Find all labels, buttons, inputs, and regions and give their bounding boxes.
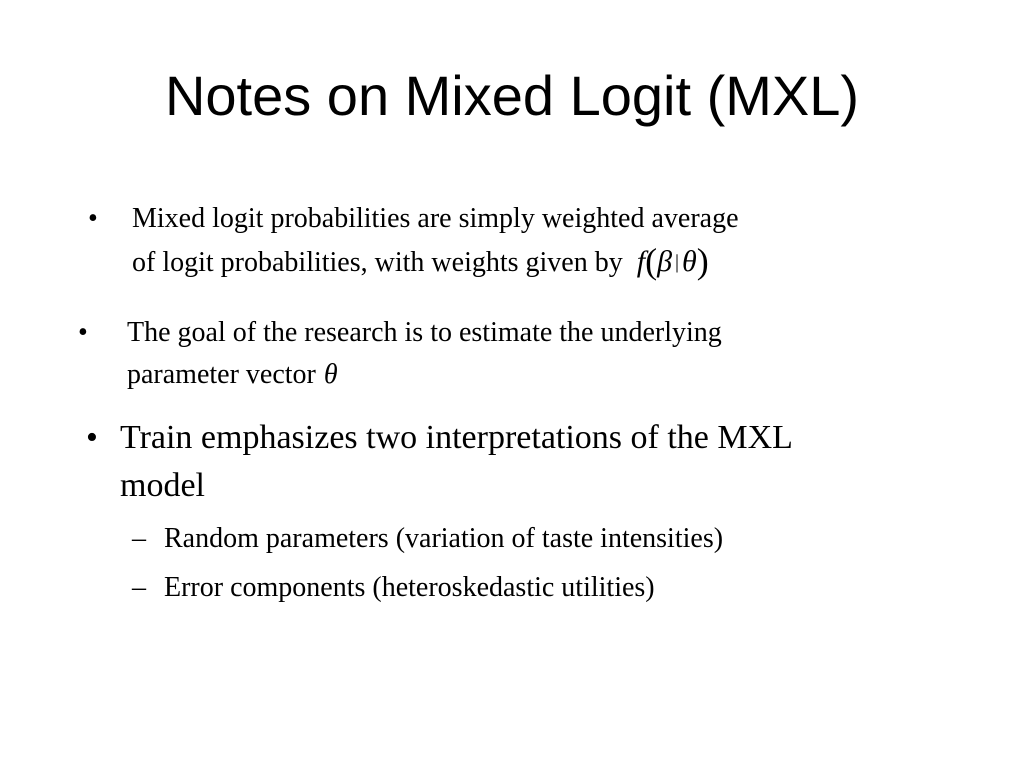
bullet-marker: •	[78, 317, 88, 348]
bullet-line-1: Mixed logit probabilities are simply weighted average	[132, 203, 739, 234]
bullet-text	[132, 198, 892, 284]
bullet-text	[120, 414, 920, 510]
bullet-line-1: The goal of the research is to estimate the underlying	[127, 317, 722, 348]
bullet-marker: •	[86, 419, 98, 456]
theta-symbol: θ	[323, 359, 338, 390]
formula-open-paren: (	[645, 241, 658, 281]
sub-bullet-text: Error components (heteroskedastic utilities)	[164, 572, 655, 603]
bullet-line-2-text: of logit probabilities, with weights given by	[132, 247, 623, 278]
bullet-marker: •	[88, 203, 98, 234]
slide-title: Notes on Mixed Logit (MXL)	[164, 64, 860, 127]
sub-bullet-text: Random parameters (variation of taste intensities)	[164, 523, 724, 554]
sub-bullet-marker: –	[132, 523, 146, 554]
formula-beta: β	[657, 245, 673, 278]
bullet-line-2-text: parameter vector	[127, 359, 316, 390]
sub-bullet-marker: –	[132, 572, 146, 603]
formula-close-paren: )	[696, 241, 709, 281]
bullet-line-2	[132, 240, 892, 284]
bullet-line-1: Train emphasizes two interpretations of the MXL	[120, 419, 793, 456]
formula-theta: θ	[682, 245, 697, 278]
formula-bar: |	[675, 251, 680, 273]
bullet-line-2: model	[120, 467, 205, 504]
weight-density-formula	[636, 241, 709, 281]
bullet-line-2	[127, 354, 887, 396]
formula-f: f	[636, 245, 646, 278]
bullet-text	[127, 312, 887, 396]
